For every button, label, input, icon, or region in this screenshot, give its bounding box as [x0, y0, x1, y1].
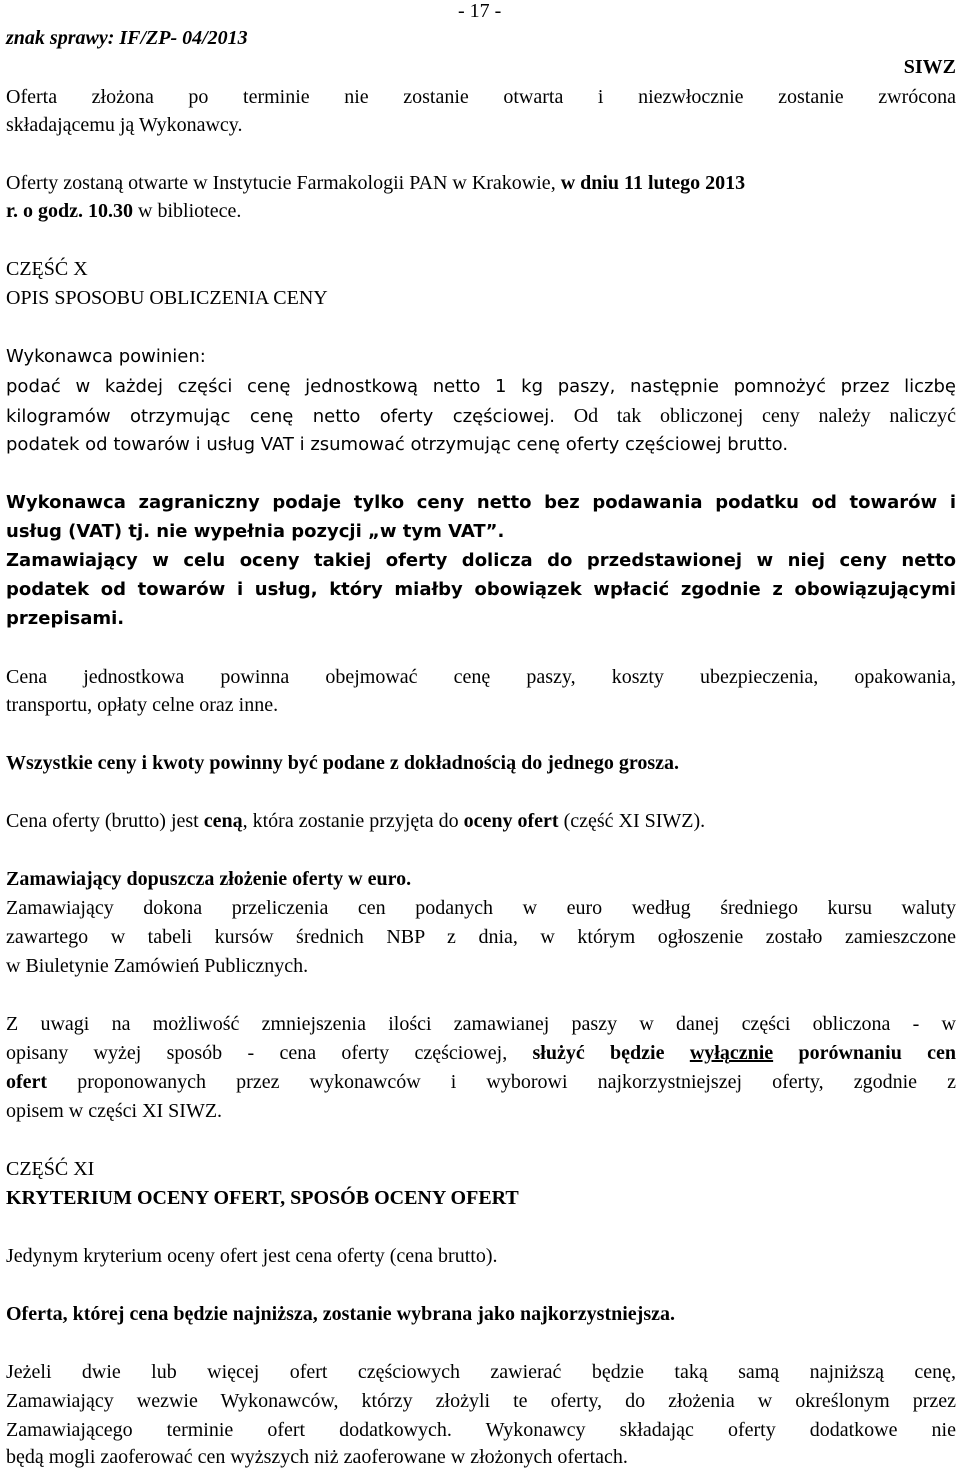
gross-price-e: (część XI SIWZ). [558, 810, 706, 832]
lowest-price-text: Oferta, której cena będzie najniższa, zostanie wybrana jako najkorzystniejsza. [6, 1303, 675, 1325]
criterion-text: Jedynym kryterium oceny ofert jest cena oferty (cena brutto). [6, 1245, 498, 1267]
reduction-d: porównaniu cen [798, 1042, 957, 1064]
euro-line-1: Zamawiający dokona przeliczenia cen podanych w euro według średniego kursu waluty [6, 897, 956, 919]
price-calc-line-2 [6, 405, 956, 428]
reduction-f: proponowanych przez wykonawców i wyborowi najkorzystniejszej oferty, zgodnie z [47, 1071, 956, 1093]
page-number: - 17 - [458, 0, 502, 22]
tie-line-2: Zamawiający wezwie Wykonawców, którzy złożyli te oferty, do złożenia w określonym przez [6, 1390, 956, 1412]
late-offer-text-line-2: składającemu ją Wykonawcy. [6, 114, 243, 136]
part-xi-heading: CZĘŚĆ XI [6, 1158, 95, 1180]
gross-price-c: , która zostanie przyjęta do [242, 810, 464, 832]
gross-price-a: Cena oferty (brutto) jest [6, 810, 204, 832]
part-x-heading: CZĘŚĆ X [6, 258, 88, 280]
reduction-line-4: opisem w części XI SIWZ. [6, 1100, 223, 1122]
gross-price-b: ceną [203, 810, 243, 832]
unit-price-line-2: transportu, opłaty celne oraz inne. [6, 694, 279, 716]
reduction-a: opisany wyżej sposób - cena oferty częściowej, [6, 1042, 533, 1064]
opening-place: Oferty zostaną otwarte w Instytucie Farmakologii PAN w Krakowie, [6, 172, 561, 194]
price-calc-vat-intro: Od tak obliczonej ceny należy naliczyć [555, 405, 957, 427]
part-x-title: OPIS SPOSOBU OBLICZENIA CENY [6, 287, 328, 309]
case-number: znak sprawy: IF/ZP- 04/2013 [6, 27, 248, 49]
grosz-precision: Wszystkie ceny i kwoty powinny być podane z dokładnością do jednego grosza. [6, 752, 680, 774]
reduction-line-3 [6, 1071, 956, 1094]
gross-price-d: oceny ofert [463, 810, 559, 832]
opening-time: r. o godz. 10.30 [6, 200, 134, 222]
tie-line-1: Jeżeli dwie lub więcej ofert częściowych zawierać będzie taką samą najniższą cenę, [6, 1361, 956, 1383]
employer-vat-line-3: przepisami. [6, 608, 125, 629]
euro-line-2: zawartego w tabeli kursów średnich NBP z dnia, w którym ogłoszenie zostało zamieszczone [6, 926, 956, 948]
reduction-line-1: Z uwagi na możliwość zmniejszenia ilości zamawianej paszy w danej części obliczona - w [6, 1013, 956, 1035]
price-calc-line-3: podatek od towarów i usług VAT i zsumować otrzymując cenę oferty częściowej brutto. [6, 434, 789, 455]
opening-line-2 [6, 200, 241, 223]
euro-line-3: w Biuletynie Zamówień Publicznych. [6, 955, 309, 977]
price-calc-line-1: podać w każdej części cenę jednostkową netto 1 kg paszy, następnie pomnożyć przez liczbę [6, 376, 956, 397]
foreign-contractor-line-2: usług (VAT) tj. nie wypełnia pozycji „w tym VAT”. [6, 521, 505, 542]
reduction-e: ofert [6, 1071, 48, 1093]
euro-heading: Zamawiający dopuszcza złożenie oferty w euro. [6, 868, 412, 890]
reduction-c: wyłącznie [689, 1042, 774, 1064]
opening-room: w bibliotece. [133, 200, 242, 222]
tie-line-4: będą mogli zaoferować cen wyższych niż zaoferowane w złożonych ofertach. [6, 1446, 628, 1468]
price-calc-net: kilogramów otrzymując cenę netto oferty częściowej. [6, 406, 555, 427]
foreign-contractor-line-1: Wykonawca zagraniczny podaje tylko ceny netto bez podawania podatku od towarów i [6, 492, 956, 513]
opening-date: w dniu 11 lutego 2013 [560, 172, 746, 194]
gross-price-note [6, 810, 705, 833]
document-page [6, 0, 956, 1472]
reduction-b: służyć będzie [532, 1042, 665, 1064]
opening-line-1 [6, 172, 745, 195]
doc-code: SIWZ [903, 56, 956, 78]
employer-vat-line-2: podatek od towarów i usług, który miałby obowiązek wpłacić zgodnie z obowiązującymi [6, 579, 956, 600]
tie-line-3: Zamawiającego terminie ofert dodatkowych. Wykonawcy składając oferty dodatkowe nie [6, 1419, 956, 1441]
employer-vat-line-1: Zamawiający w celu oceny takiej oferty dolicza do przedstawionej w niej ceny netto [6, 550, 956, 571]
late-offer-text-line-1: Oferta złożona po terminie nie zostanie otwarta i niezwłocznie zostanie zwrócona [6, 86, 956, 108]
unit-price-line-1: Cena jednostkowa powinna obejmować cenę paszy, koszty ubezpieczenia, opakowania, [6, 666, 956, 688]
part-xi-title: KRYTERIUM OCENY OFERT, SPOSÓB OCENY OFERT [6, 1187, 519, 1209]
part-x-lead: Wykonawca powinien: [6, 346, 206, 367]
reduction-line-2 [6, 1042, 956, 1065]
